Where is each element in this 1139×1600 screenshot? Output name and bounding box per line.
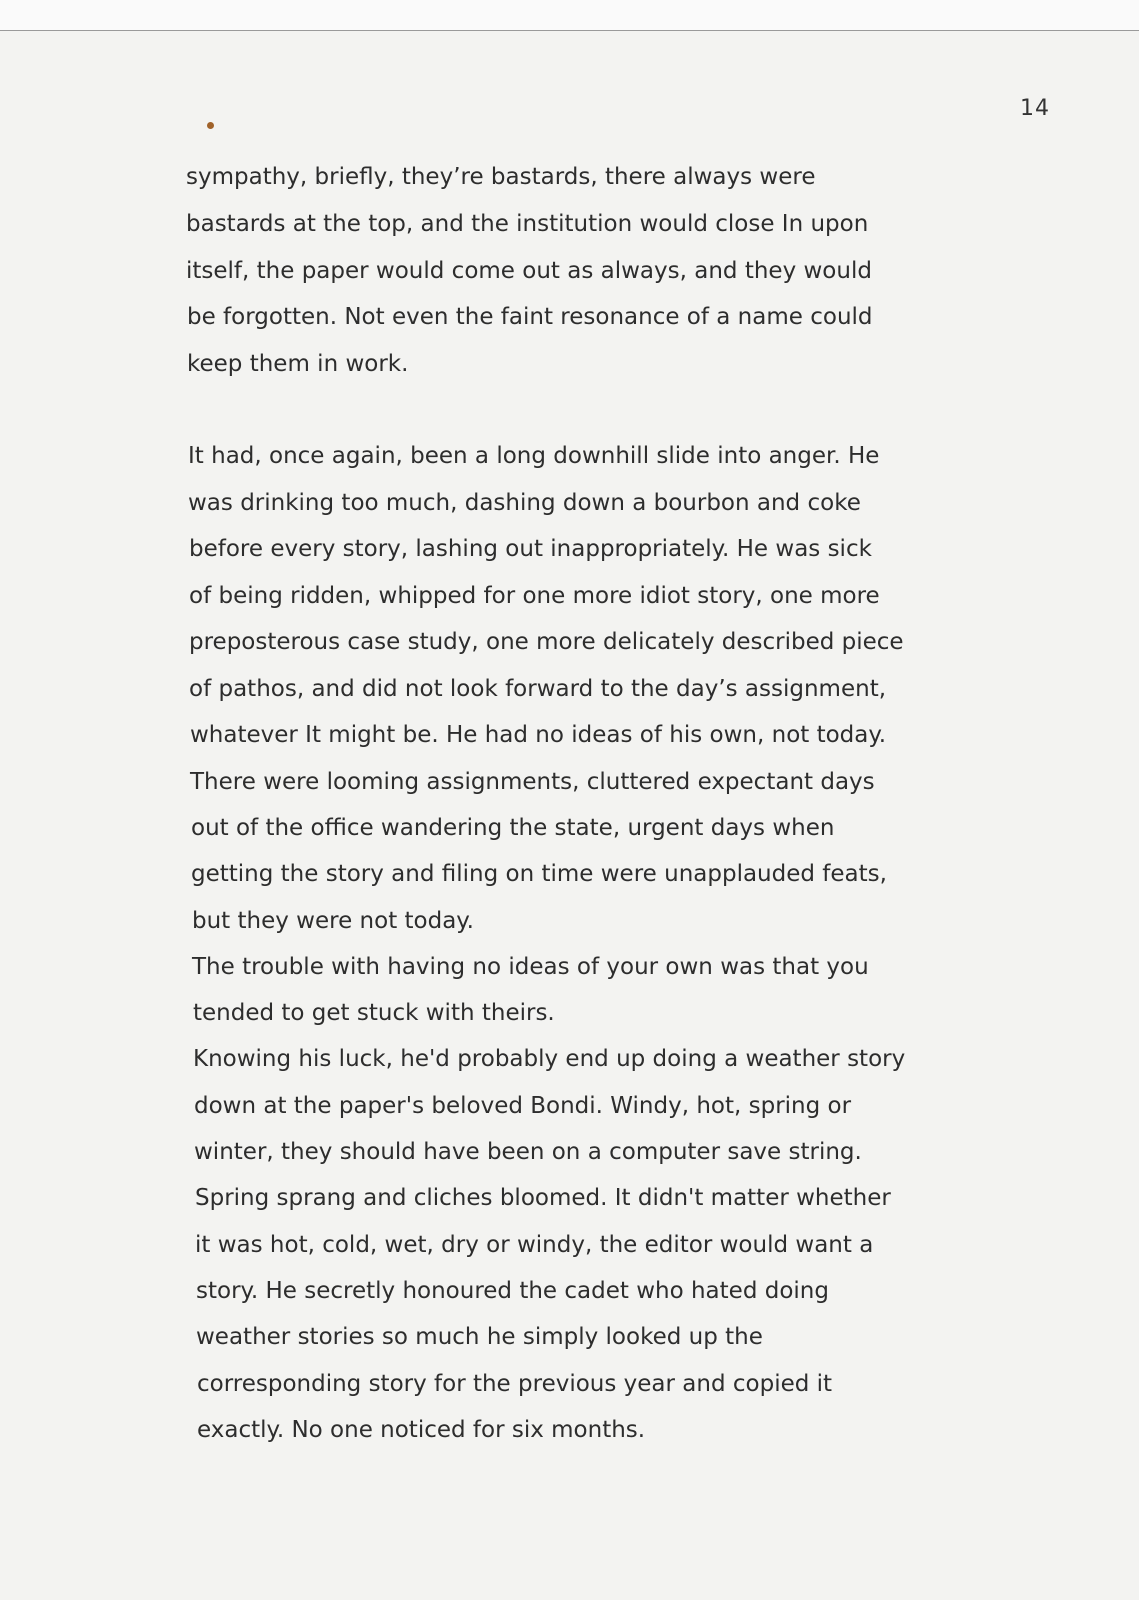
page-number: 14 [1020, 96, 1050, 121]
text-line: bastards at the top, and the institution would close In upon [186, 211, 869, 237]
scanned-page-top-edge [0, 0, 1139, 31]
text-line: The trouble with having no ideas of your own was that you [192, 954, 869, 980]
text-line: getting the story and filing on time were unapplauded feats, [191, 861, 887, 887]
text-line: Knowing his luck, he'd probably end up doing a weather story [193, 1046, 906, 1072]
text-line: Spring sprang and cliches bloomed. It didn't matter whether [195, 1185, 891, 1211]
text-line: itself, the paper would come out as always, and they would [186, 258, 872, 284]
text-line: was drinking too much, dashing down a bourbon and coke [188, 490, 861, 516]
text-line: keep them in work. [187, 351, 409, 377]
text-line: tended to get stuck with theirs. [193, 1000, 555, 1026]
text-line: sympathy, briefly, they’re bastards, there always were [186, 164, 816, 190]
text-line: whatever It might be. He had no ideas of his own, not today. [190, 722, 887, 748]
text-line: be forgotten. Not even the faint resonance of a name could [187, 304, 873, 330]
text-line: of being ridden, whipped for one more idiot story, one more [189, 583, 880, 609]
text-line: corresponding story for the previous year and copied it [197, 1371, 833, 1397]
text-line: There were looming assignments, cluttered expectant days [190, 769, 875, 795]
text-line: It had, once again, been a long downhill slide into anger. He [188, 443, 880, 469]
text-line: story. He secretly honoured the cadet who hated doing [196, 1278, 829, 1304]
text-line: but they were not today. [192, 908, 474, 934]
text-line: exactly. No one noticed for six months. [197, 1417, 646, 1443]
text-line: of pathos, and did not look forward to the day’s assignment, [189, 676, 887, 702]
text-line: it was hot, cold, wet, dry or windy, the editor would want a [195, 1232, 874, 1258]
text-line: out of the office wandering the state, urgent days when [191, 815, 835, 841]
text-line: preposterous case study, one more delicately described piece [189, 629, 904, 655]
text-line: winter, they should have been on a computer save string. [194, 1139, 862, 1165]
text-line: down at the paper's beloved Bondi. Windy, hot, spring or [194, 1093, 852, 1119]
text-line: before every story, lashing out inappropriately. He was sick [189, 536, 872, 562]
ink-dot-mark [207, 122, 214, 129]
text-line: weather stories so much he simply looked up the [196, 1324, 763, 1350]
